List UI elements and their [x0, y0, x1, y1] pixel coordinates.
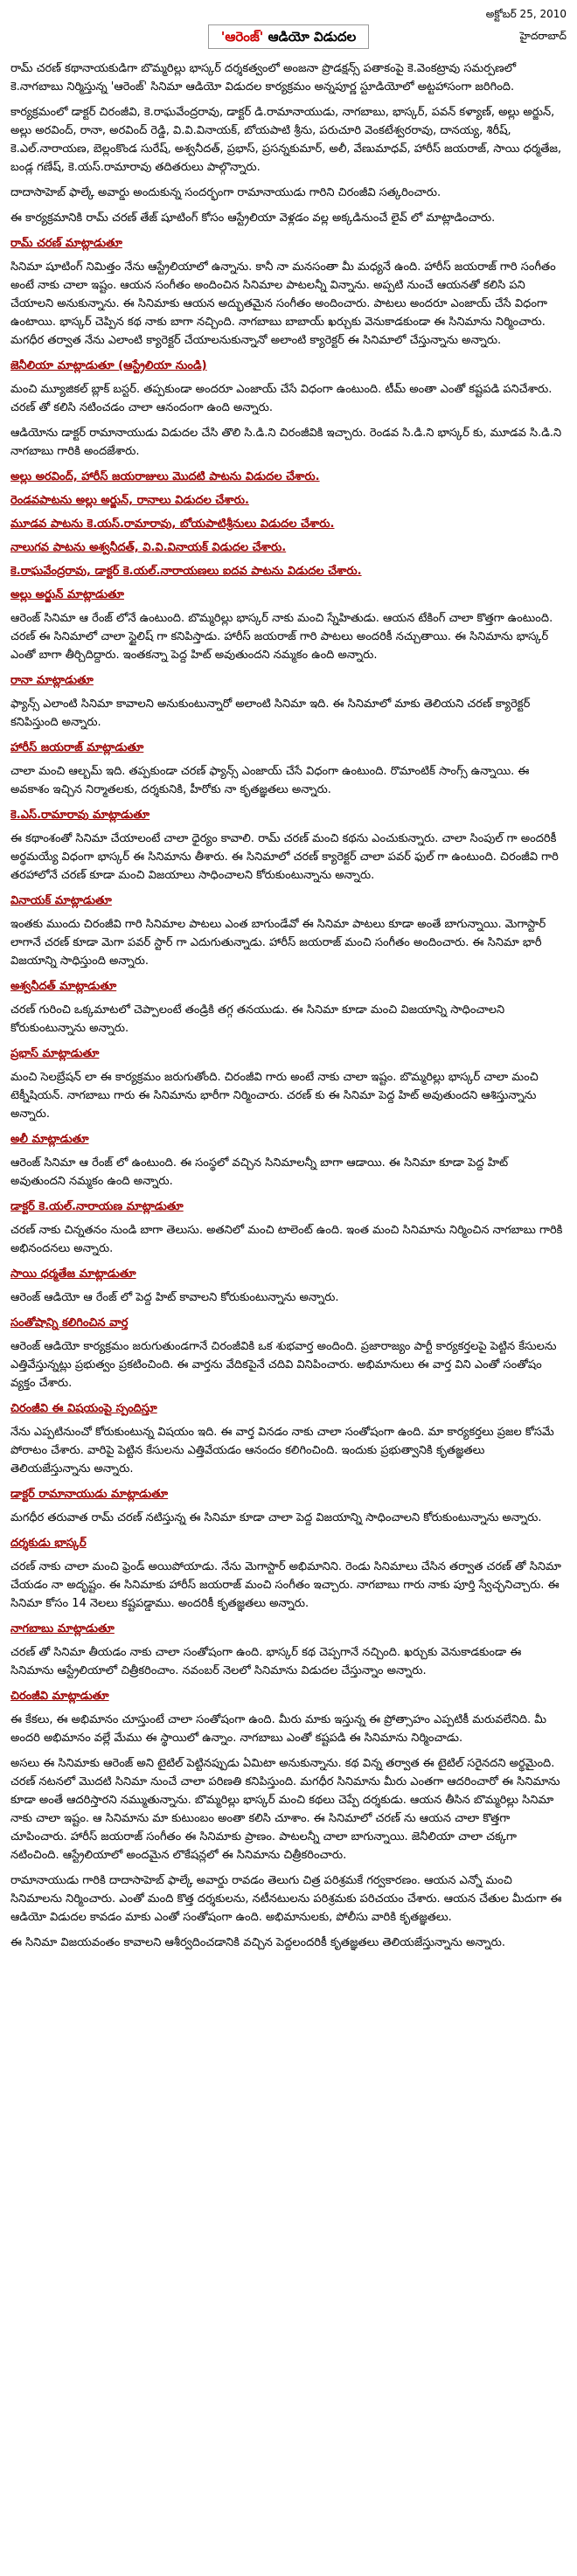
section-heading-ashwini-dutt: అశ్వనీదత్ మాట్లాడుతూ	[10, 980, 117, 993]
section-heading-chiranjeevi: చిరంజీవి మాట్లాడుతూ	[10, 1690, 109, 1703]
intro-paragraph: రామ్ చరణ్ కథానాయకుడిగా బొమ్మరిల్లు భాస్కర్ దర్శకత్వంలో అంజనా ప్రొడక్షన్స్ పతాకంపై కె.వెంకట్రావు సమర్పణలో కె.నాగబాబు నిర్మిస్తున్న 'ఆరెంజ్' సినిమా ఆడియో విడుదల కార్యక్రమం అన్నపూర్ణ స్టూడియోలో అట్టహాసంగా జరిగింది.	[10, 62, 517, 94]
song-release-2: రెండవపాటను అల్లు అర్జున్, రానాలు విడుదల చేశారు.	[10, 494, 249, 507]
quote-rana: ఫ్యాన్స్ ఎలాంటి సినిమా కావాలని అనుకుంటున్నారో అలాంటి సినిమా ఇది. ఈ సినిమాలో మాకు తెలియని చరణ్ క్యారెక్టర్ కనిపిస్తుంది అన్నారు.	[10, 698, 531, 729]
song-release-4: నాలుగవ పాటను అశ్వనీదత్, వి.వి.వినాయక్ విడుదల చేశారు.	[10, 541, 287, 554]
section-heading-director-bhaskar: దర్శకుడు భాస్కర్	[10, 1537, 87, 1550]
quote-ashwini-dutt: చరణ్ గురించి ఒక్కమాటలో చెప్పాలంటే తండ్రికి తగ్గ తనయుడు. ఈ సినిమా కూడా మంచి విజయాన్ని సాధించాలని కోరుకుంటున్నాను అన్నారు.	[10, 1003, 505, 1035]
song-release-5: కె.రాఘవేంద్రరావు, డాక్టర్ కె.యల్.నారాయణలు ఐదవ పాటను విడుదల చేశారు.	[10, 565, 362, 578]
quote-ali: ఆరెంజ్ సినిమా ఆ రేంజ్ లో ఉంటుంది. ఈ సంస్థలో వచ్చిన సినిమాలన్నీ బాగా ఆడాయి. ఈ సినిమా కూడా పెద్ద హిట్ అవుతుందని నమ్మకం ఉంది అన్నారు.	[10, 1156, 509, 1188]
title-row	[10, 24, 567, 51]
section-heading-rana: రానా మాట్లాడుతూ	[10, 674, 94, 687]
attendees-paragraph: కార్యక్రమంలో డాక్టర్ చిరంజీవి, కె.రాఘవేంద్రరావు, డాక్టర్ డి.రామానాయుడు, నాగబాబు, భాస్కర్, పవన్ కళ్యాణ్, అల్లు అర్జున్, అల్లు అరవింద్, రానా, అరవింద్ రెడ్డి, వి.వి.వినాయక్, బోయపాటి శ్రీను, పరుచూరి వెంకటేశ్వరరావు, దానయ్య, శిరీష్, కె.ఎల్.నారాయణ, బెల్లంకొండ సురేష్, అశ్వనీదత్, ప్రభాస్, ప్రసన్నకుమార్, అలీ, వేణుమాధవ్, హారీస్ జయరాజ్, సాయి ధర్మతేజ, బండ్ల గణేష్, కె.యస్.రామారావు తదితరులు పాల్గొన్నారు.	[10, 106, 562, 174]
quote-genelia: మంచి మ్యూజికల్ బ్లాక్ బస్టర్. తప్పకుండా అందరూ ఎంజాయ్ చేసే విధంగా ఉంటుంది. టీమ్ అంతా ఎంతో కష్టపడి పనిచేశారు. చరణ్ తో కలిసి నటించడం చాలా ఆనందంగా ఉంది అన్నారు.	[10, 383, 553, 414]
section-heading-ks-rama-rao: కె.ఎస్.రామారావు మాట్లాడుతూ	[10, 809, 150, 822]
quote-ram-charan: సినిమా షూటింగ్ నిమిత్తం నేను ఆస్ట్రేలియాలో ఉన్నాను. కానీ నా మనసంతా మీ మధ్యనే ఉంది. హారీస్ జయరాజ్ గారి సంగీతం అంటే నాకు చాలా ఇష్టం. ఆయన సంగీతం అందించిన సినిమాల పాటలన్నీ విన్నాను. అప్పటి నుంచే ఆయనతో కలిసి పని చేయాలని అనుకున్నాను. ఈ సినిమాకు ఆయన అద్భుతమైన సంగీతం అందించారు. పాటలు అందరూ ఎంజాయ్ చేసే విధంగా ఉంటాయి. భాస్కర్ చెప్పిన కథ నాకు బాగా నచ్చింది. నాగబాబు బాబాయ్ ఖర్చుకు వెనుకాడకుండా ఈ సినిమాను నిర్మించారు. మగధీర తర్వాత నేను ఎలాంటి క్యారెక్టర్ చేయాలనుకున్నానో అలాంటి క్యారెక్టర్ ఈ సినిమాలో చేస్తున్నాను అన్నారు.	[10, 260, 556, 347]
quote-ks-rama-rao: ఈ కథాంశంతో సినిమా చేయాలంటే చాలా ధైర్యం కావాలి. రామ్ చరణ్ మంచి కథను ఎంచుకున్నారు. చాలా సింపుల్ గా అందరికీ అర్థమయ్యే విధంగా భాస్కర్ ఈ సినిమాను తీశారు. ఈ సినిమాలో చరణ్ క్యారెక్టర్ చాలా పవర్ ఫుల్ గా ఉంటుంది. చిరంజీవి గారి తరహాలోనే చరణ్ కూడా మంచి విజయాలు సాధించాలని కోరుకుంటున్నాను అన్నారు.	[10, 832, 559, 882]
quote-allu-arjun: ఆరెంజ్ సినిమా ఆ రేంజ్ లోనే ఉంటుంది. బొమ్మరిల్లు భాస్కర్ నాకు మంచి స్నేహితుడు. ఆయన టేకింగ్ చాలా కొత్తగా ఉంటుంది. చరణ్ ఈ సినిమాలో చాలా స్టైలిష్ గా కనిపిస్తాడు. హారీస్ జయరాజ్ గారి పాటలు అందరికీ నచ్చుతాయి. ఈ సినిమాను భాస్కర్ ఎంతో బాగా తీర్చిదిద్దారు. ఇంతకన్నా పెద్ద హిట్ అవుతుందని నమ్మకం ఉంది అన్నారు.	[10, 612, 553, 662]
section-heading-allu-arjun: అల్లు అర్జున్ మాట్లాడుతూ	[10, 588, 124, 601]
section-heading-prabhas: ప్రభాస్ మాట్లాడుతూ	[10, 1047, 100, 1060]
article-location: హైదరాబాద్	[519, 30, 567, 42]
section-heading-genelia: జెనీలియా మాట్లాడుతూ (ఆస్ట్రేలియా నుండి)	[10, 359, 207, 372]
quote-chiranjeevi-1: ఈ కేకలు, ఈ అభిమానం చూస్తుంటే చాలా సంతోషంగా ఉంది. మీరు మాకు ఇస్తున్న ఈ ప్రోత్సాహం ఎప్పటికీ మరువలేనిది. మీ అందరి అభిమానం వల్లే మేము ఈ స్థాయిలో ఉన్నాం. నాగబాబు ఎంతో కష్టపడి ఈ సినిమాను నిర్మించాడు.	[10, 1713, 547, 1745]
section-heading-chiranjeevi-response: చిరంజీవి ఈ విషయంపై స్పందిస్తూ	[10, 1402, 157, 1415]
quote-chiranjeevi-3: రామానాయుడు గారికి దాదాసాహెబ్ ఫాల్కే అవార్డు రావడం తెలుగు చిత్ర పరిశ్రమకే గర్వకారణం. ఆయన ఎన్నో మంచి సినిమాలను నిర్మించారు. ఎంతో మంది కొత్త దర్శకులను, నటీనటులను పరిశ్రమకు పరిచయం చేశారు. ఆయన చేతుల మీదుగా ఈ ఆడియో విడుదల కావడం మాకు ఎంతో సంతోషంగా ఉంది. అభిమానులకు, పోలీసు వారికి కృతజ్ఞతలు.	[10, 1874, 562, 1924]
section-heading-nagababu: నాగబాబు మాట్లాడుతూ	[10, 1622, 115, 1635]
quote-harris-jayaraj: చాలా మంచి ఆల్బమ్ ఇది. తప్పకుండా చరణ్ ఫ్యాన్స్ ఎంజాయ్ చేసే విధంగా ఉంటుంది. రొమాంటిక్ సాంగ్స్ ఉన్నాయి. ఈ అవకాశం ఇచ్చిన నిర్మాతలకు, దర్శకునికి, హీరోకు నా కృతజ్ఞతలు అన్నారు.	[10, 765, 530, 796]
quote-chiranjeevi-2: అసలు ఈ సినిమాకు ఆరెంజ్ అని టైటిల్ పెట్టినప్పుడు ఏమిటా అనుకున్నాను. కథ విన్న తర్వాత ఈ టైటిల్ సరైనదని అర్థమైంది. చరణ్ నటనలో మొదటి సినిమా నుంచే చాలా పరిణతి కనిపిస్తుంది. మగధీర సినిమాను మీరు ఎంతగా ఆదరించారో ఈ సినిమాను కూడా అంతే ఆదరిస్తారని నమ్ముతున్నాను. బొమ్మరిల్లు భాస్కర్ మంచి కథలు చెప్పే దర్శకుడు. ఆయన తీసిన బొమ్మరిల్లు సినిమా నాకు చాలా ఇష్టం. ఆ సినిమాను మా కుటుంబం అంతా కలిసి చూశాం. ఈ సినిమాలో చరణ్ ను ఆయన చాలా కొత్తగా చూపించారు. హారీస్ జయరాజ్ సంగీతం ఈ సినిమాకు ప్రాణం. పాటలన్నీ చాలా బాగున్నాయి. జెనీలియా చాలా చక్కగా నటించింది. ఆస్ట్రేలియాలో అందమైన లొకేషన్లలో ఈ సినిమాను చిత్రీకరించారు.	[10, 1757, 560, 1862]
quote-prabhas: మంచి సెలబ్రేషన్ లా ఈ కార్యక్రమం జరుగుతోంది. చిరంజీవి గారు అంటే నాకు చాలా ఇష్టం. బొమ్మరిల్లు భాస్కర్ చాలా మంచి టెక్నీషియన్. నాగబాబు గారు ఈ సినిమాను భారీగా నిర్మించారు. చరణ్ కు ఈ సినిమా పెద్ద హిట్ అవుతుందని ఆశిస్తున్నాను అన్నారు.	[10, 1071, 539, 1121]
quote-vinayak: ఇంతకు ముందు చిరంజీవి గారి సినిమాల పాటలు ఎంత బాగుండేవో ఈ సినిమా పాటలు కూడా అంతే బాగున్నాయి. మెగాస్టార్ లాగానే చరణ్ కూడా మెగా పవర్ స్టార్ గా ఎదుగుతున్నాడు. హారీస్ జయరాజ్ మంచి సంగీతం అందించారు. ఈ సినిమా భారీ విజయాన్ని సాధిస్తుంది అన్నారు.	[10, 918, 546, 968]
section-heading-ram-charan: రామ్ చరణ్ మాట్లాడుతూ	[10, 237, 122, 250]
title-highlight: 'ఆరెంజ్'	[220, 29, 264, 45]
good-news-paragraph: ఆరెంజ్ ఆడియో కార్యక్రమం జరుగుతుండగానే చిరంజీవికి ఒక శుభవార్త అందింది. ప్రజారాజ్యం పార్టీ కార్యకర్తలపై పెట్టిన కేసులను ఎత్తివేస్తున్నట్లు ప్రభుత్వం ప్రకటించింది. ఈ వార్తను వేదికపైనే చదివి వినిపించారు. అభిమానులు ఈ వార్త విని ఎంతో సంతోషం వ్యక్తం చేశారు.	[10, 1340, 557, 1390]
article-date: అక్టోబర్ 25, 2010	[485, 8, 567, 20]
article-title	[208, 24, 369, 49]
section-heading-good-news: సంతోషాన్ని కలిగించిన వార్త	[10, 1316, 129, 1330]
quote-director-bhaskar: చరణ్ నాకు చాలా మంచి ఫ్రెండ్ అయిపోయాడు. నేను మెగాస్టార్ అభిమానిని. రెండు సినిమాలు చేసిన తర్వాత చరణ్ తో సినిమా చేయడం నా అదృష్టం. ఈ సినిమాకు హారీస్ జయరాజ్ మంచి సంగీతం ఇచ్చారు. నాగబాబు గారు నాకు పూర్తి స్వేచ్ఛనిచ్చారు. ఈ సినిమా కోసం 14 నెలలు కష్టపడ్డాము. అందరికీ కృతజ్ఞతలు అన్నారు.	[10, 1560, 561, 1610]
section-heading-vinayak: వినాయక్ మాట్లాడుతూ	[10, 894, 112, 907]
section-heading-ali: అలీ మాట్లాడుతూ	[10, 1133, 89, 1146]
quote-chiranjeevi-4: ఈ సినిమా విజయవంతం కావాలని ఆశీర్వదించడానికి వచ్చిన పెద్దలందరికీ కృతజ్ఞతలు తెలియజేస్తున్నాను అన్నారు.	[10, 1936, 505, 1949]
title-rest: ఆడియో విడుదల	[263, 29, 357, 45]
quote-rama-naidu: మగధీర తరువాత రామ్ చరణ్ నటిస్తున్న ఈ సినిమా కూడా చాలా పెద్ద విజయాన్ని సాధించాలని కోరుకుంటున్నాను అన్నారు.	[10, 1511, 542, 1524]
live-link-paragraph: ఈ కార్యక్రమానికి రామ్ చరణ్ తేజ్ షూటింగ్ కోసం ఆస్ట్రేలియా వెళ్లడం వల్ల అక్కడినుంచే లైవ్ లో మాట్లాడించారు.	[10, 212, 496, 225]
section-heading-rama-naidu: డాక్టర్ రామానాయుడు మాట్లాడుతూ	[10, 1488, 169, 1501]
song-release-3: మూడవ పాటను కె.యస్.రామారావు, బోయపాటిశ్రీనులు విడుదల చేశారు.	[10, 517, 335, 531]
section-heading-harris-jayaraj: హారీస్ జయరాజ్ మాట్లాడుతూ	[10, 741, 144, 754]
quote-nagababu: చరణ్ తో సినిమా తీయడం నాకు చాలా సంతోషంగా ఉంది. భాస్కర్ కథ చెప్పగానే నచ్చింది. ఖర్చుకు వెనుకాడకుండా ఈ సినిమాను ఆస్ట్రేలియాలో చిత్రీకరించాం. నవంబర్ నెలలో సినిమాను విడుదల చేస్తున్నాం అన్నారు.	[10, 1646, 522, 1677]
section-heading-kl-narayana: డాక్టర్ కె.యల్.నారాయణ మాట్లాడుతూ	[10, 1200, 184, 1213]
quote-sai-dharam-tej: ఆరెంజ్ ఆడియో ఆ రేంజ్ లో పెద్ద హిట్ కావాలని కోరుకుంటున్నాను అన్నారు.	[10, 1291, 339, 1304]
audio-release-paragraph: ఆడియోను డాక్టర్ రామానాయుడు విడుదల చేసి తొలి సి.డి.ని చిరంజీవికి ఇచ్చారు. రెండవ సి.డి.ని భాస్కర్ కు, మూడవ సి.డి.ని నాగబాబు గారికి అందజేశారు.	[10, 427, 562, 458]
felicitation-paragraph: దాదాసాహెబ్ ఫాల్కే అవార్డు అందుకున్న సందర్భంగా రామానాయుడు గారిని చిరంజీవి సత్కరించారు.	[10, 186, 441, 199]
quote-kl-narayana: చరణ్ నాకు చిన్నతనం నుండి బాగా తెలుసు. అతనిలో మంచి టాలెంట్ ఉంది. ఇంత మంచి సినిమాను నిర్మించిన నాగబాబు గారికి అభినందనలు అన్నారు.	[10, 1224, 563, 1255]
song-release-1: అల్లు అరవింద్, హారీస్ జయరాజులు మొదటి పాటను విడుదల చేశారు.	[10, 470, 320, 483]
quote-chiranjeevi-response: నేను ఎప్పటినుంచో కోరుకుంటున్న విషయం ఇది. ఈ వార్త వినడం నాకు చాలా సంతోషంగా ఉంది. మా కార్యకర్తలు ప్రజల కోసమే పోరాటం చేశారు. వారిపై పెట్టిన కేసులను ఎత్తివేయడం ఆనందం కలిగించింది. ఇందుకు ప్రభుత్వానికి కృతజ్ఞతలు తెలియజేస్తున్నాను అన్నారు.	[10, 1426, 554, 1475]
section-heading-sai-dharam-tej: సాయి ధర్మతేజ మాట్లాడుతూ	[10, 1267, 136, 1281]
